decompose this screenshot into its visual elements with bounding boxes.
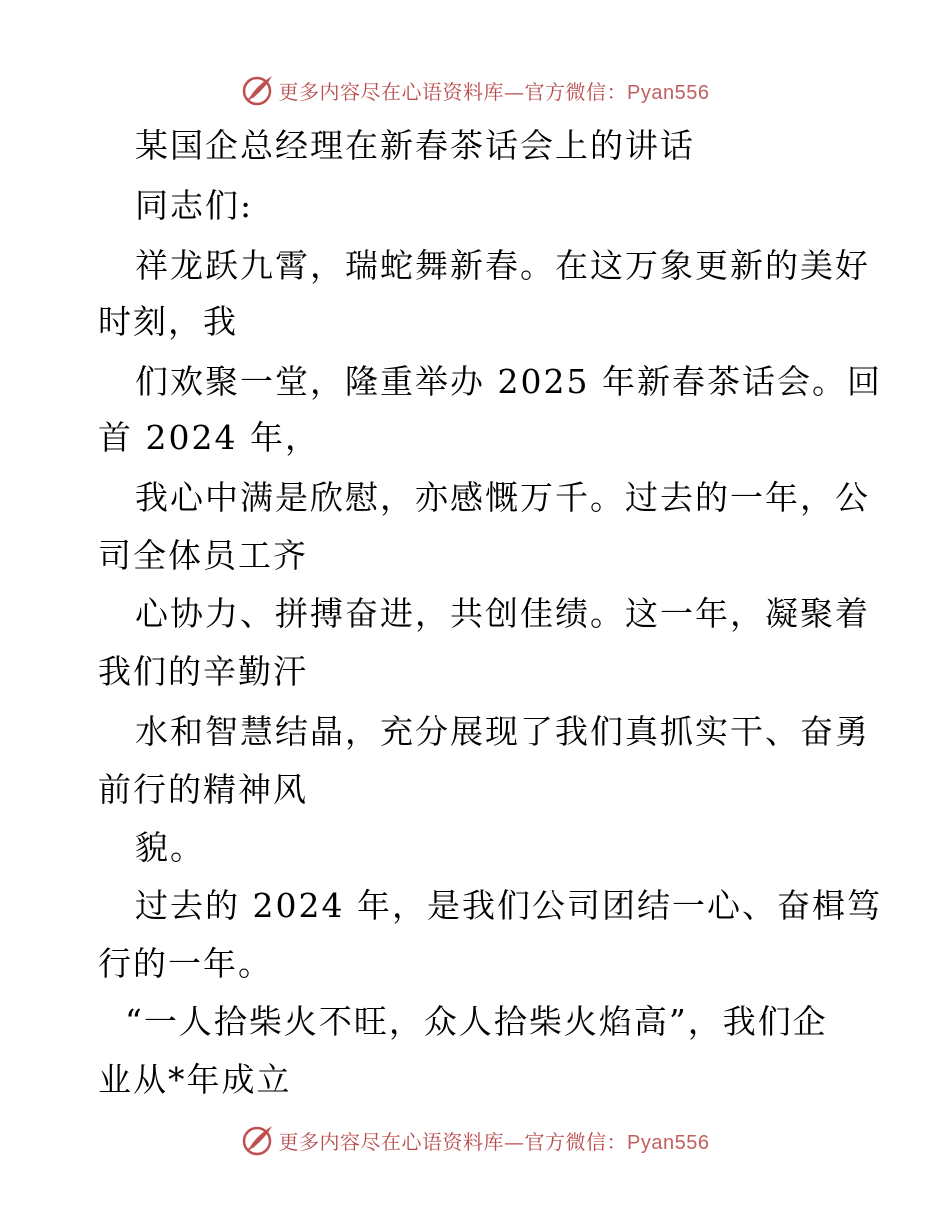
paragraph-line: 行的一年。 <box>98 944 273 983</box>
paragraph-line: 首 2024 年， <box>98 418 320 457</box>
watermark-text: 更多内容尽在心语资料库—官方微信： <box>278 79 628 104</box>
watermark-text: 更多内容尽在心语资料库—官方微信： <box>278 1129 628 1154</box>
paragraph-line: 司全体员工齐 <box>98 536 308 575</box>
paragraph-line: 心协力、拼搏奋进，共创佳绩。这一年，凝聚着 <box>135 594 870 633</box>
paragraph-line: 我们的辛勤汗 <box>98 652 308 691</box>
paragraph-line: “一人拾柴火不旺，众人拾柴火焰高”，我们企 <box>125 1002 828 1041</box>
quill-logo-icon <box>241 1123 275 1157</box>
paragraph-line: 前行的精神风 <box>98 770 308 809</box>
watermark-id: Pyan556 <box>627 1131 710 1154</box>
footer-watermark <box>0 1120 950 1160</box>
paragraph-line: 时刻，我 <box>98 302 238 341</box>
paragraph-line: 过去的 2024 年，是我们公司团结一心、奋楫笃 <box>135 886 882 925</box>
paragraph-line: 业从*年成立 <box>98 1060 292 1099</box>
document-title: 某国企总经理在新春茶话会上的讲话 <box>135 126 695 165</box>
paragraph-line: 我心中满是欣慰，亦感慨万千。过去的一年，公 <box>135 478 870 517</box>
paragraph-line: 祥龙跃九霄，瑞蛇舞新春。在这万象更新的美好 <box>135 246 870 285</box>
header-watermark <box>0 70 950 110</box>
paragraph-line: 们欢聚一堂，隆重举办 2025 年新春茶话会。回 <box>135 362 882 401</box>
quill-logo-icon <box>241 73 275 107</box>
paragraph-line: 水和智慧结晶，充分展现了我们真抓实干、奋勇 <box>135 712 870 751</box>
watermark-id: Pyan556 <box>627 81 710 104</box>
paragraph-line: 貌。 <box>135 828 205 867</box>
salutation: 同志们: <box>135 186 254 225</box>
